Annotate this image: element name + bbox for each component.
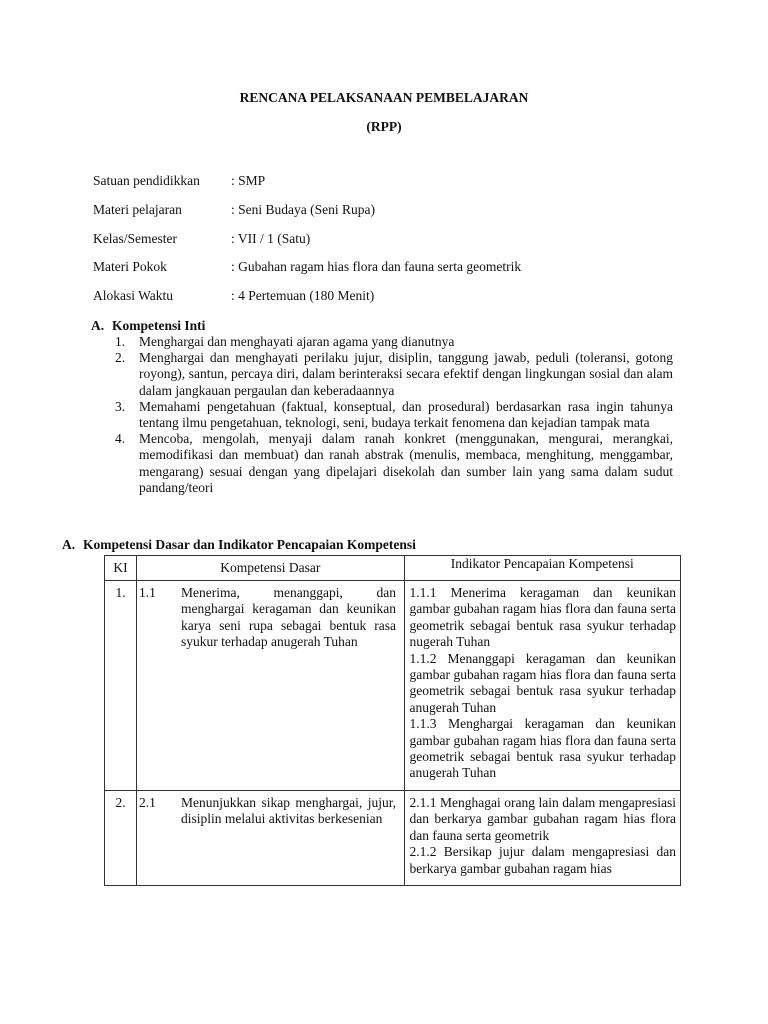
header-kompetensi-dasar: Kompetensi Dasar <box>137 556 404 581</box>
list-item <box>115 431 675 496</box>
identity-info <box>93 172 521 316</box>
kd-cell <box>137 790 404 885</box>
indicator-item: 1.1.1 Menerima keragaman dan keunikan gambar gubahan ragam hias flora dan fauna serta geometrik sebagai bentuk rasa syukur terhadap nugerah Tuhan <box>409 585 676 650</box>
kd-cell <box>137 581 404 791</box>
table-row <box>105 790 681 885</box>
info-label: Satuan pendidikkan <box>93 173 200 188</box>
info-row <box>93 258 521 287</box>
document-title: RENCANA PELAKSANAAN PEMBELAJARAN <box>239 90 529 105</box>
list-number: 2. <box>115 350 126 366</box>
header-indikator: Indikator Pencapaian Kompetensi <box>404 556 681 581</box>
info-row <box>93 172 521 201</box>
indicator-item: 2.1.2 Bersikap jujur dalam mengapresiasi dan berkarya gambar gubahan ragam hias <box>409 844 676 876</box>
info-row <box>93 230 521 259</box>
list-text: Mencoba, mengolah, menyaji dalam ranah konkret (menggunakan, mengurai, merangkai, memodifikasi dan membuat) dan ranah abstrak (menulis, membaca, menghitung, menggambar, mengarang) sesuai dengan yang dipelajari disekolah dan sumber lain yang sama dalam sudut pandang/teori <box>139 431 673 495</box>
list-item <box>115 334 675 350</box>
document-subtitle: (RPP) <box>366 119 402 134</box>
ki-cell: 2. <box>105 790 137 885</box>
info-value: : VII / 1 (Satu) <box>231 230 311 246</box>
kompetensi-dasar-table <box>104 555 681 886</box>
list-item <box>115 350 675 399</box>
info-value: : Gubahan ragam hias flora dan fauna serta geometrik <box>231 259 522 275</box>
info-label: Materi Pokok <box>93 259 167 275</box>
kd-text: Menerima, menanggapi, dan menghargai keragaman dan keunikan karya seni rupa sebagai bentuk rasa syukur terhadap anugerah Tuhan <box>181 585 397 650</box>
section-heading-kompetensi-inti <box>91 318 205 334</box>
info-value: : Seni Budaya (Seni Rupa) <box>231 201 375 217</box>
info-value: : 4 Pertemuan (180 Menit) <box>231 288 375 304</box>
kd-code: 1.1 <box>139 585 156 600</box>
indicator-item: 1.1.3 Menghargai keragaman dan keunikan gambar gubahan ragam hias flora dan fauna serta geometrik sebagai bentuk rasa syukur terhadap anugerah Tuhan <box>409 716 676 781</box>
kompetensi-inti-list <box>115 334 675 496</box>
list-text: Menghargai dan menghayati perilaku jujur, disiplin, tanggung jawab, peduli (toleransi, gotong royong), santun, percaya diri, dalam berinteraksi secara efektif dengan lingkungan sosial dan alam dalam jangkauan pergaulan dan keberadaannya <box>139 350 673 398</box>
kd-text: Menunjukkan sikap menghargai, jujur, disiplin melalui aktivitas berkesenian <box>181 794 397 827</box>
indicator-cell <box>404 790 681 885</box>
list-text: Memahami pengetahuan (faktual, konseptual, dan prosedural) berdasarkan rasa ingin tahunya tentang ilmu pengetahuan, teknologi, seni, budaya terkait fenomena dan kejadian tampak mata <box>139 398 673 431</box>
table-header-row <box>105 556 681 581</box>
info-row <box>93 201 521 230</box>
indicator-item: 2.1.1 Menghagai orang lain dalam mengapresiasi dan berkarya gambar gubahan ragam hias flora dan fauna serta geometrik <box>409 794 676 843</box>
kd-code: 2.1 <box>139 794 156 810</box>
list-item <box>115 399 675 431</box>
list-number: 3. <box>115 398 126 414</box>
section-heading-kompetensi-dasar <box>62 537 416 553</box>
header-ki: KI <box>105 556 137 581</box>
indicator-cell <box>404 581 681 791</box>
list-number: 1. <box>115 334 126 349</box>
info-label: Alokasi Waktu <box>93 288 174 304</box>
info-label: Materi pelajaran <box>93 201 182 217</box>
info-value: : SMP <box>231 173 266 188</box>
indicator-item: 1.1.2 Menanggapi keragaman dan keunikan gambar gubahan ragam hias flora dan fauna serta geometrik sebagai bentuk rasa syukur terhadap anugerah Tuhan <box>409 650 676 715</box>
section-letter: A. <box>91 318 105 333</box>
ki-cell: 1. <box>105 581 137 791</box>
section-title: Kompetensi Inti <box>112 318 206 333</box>
info-label: Kelas/Semester <box>93 230 177 246</box>
table-row <box>105 581 681 791</box>
list-number: 4. <box>115 431 126 447</box>
list-text: Menghargai dan menghayati ajaran agama yang dianutnya <box>139 334 455 349</box>
info-row <box>93 287 521 316</box>
section-title: Kompetensi Dasar dan Indikator Pencapaian Kompetensi <box>83 537 416 552</box>
section-letter: A. <box>62 537 76 552</box>
